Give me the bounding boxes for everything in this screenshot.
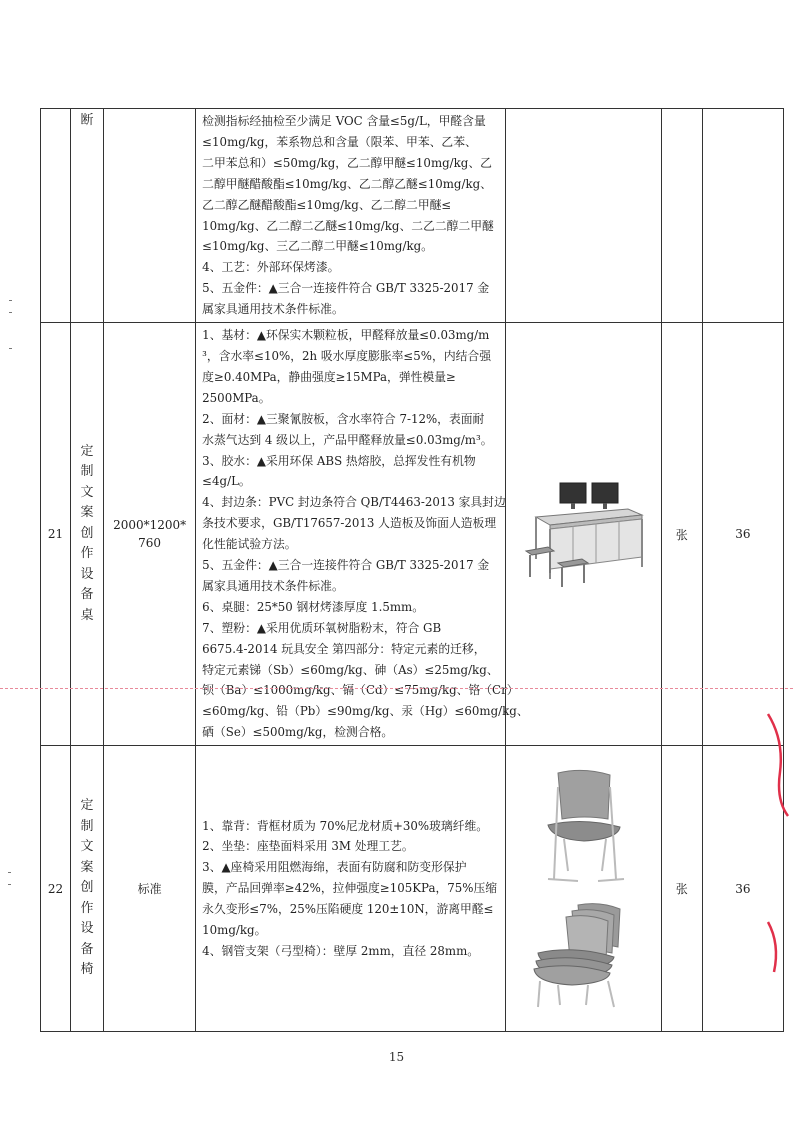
- description-line: 条技术要求，GB/T17657-2013 人造板及饰面人造板理: [202, 516, 497, 531]
- margin-mark: [8, 884, 11, 885]
- item-description: [196, 109, 505, 323]
- description-line: 化性能试验方法。: [202, 537, 297, 552]
- item-name-char: 案: [80, 859, 94, 875]
- description-line: 3、胶水：▲采用环保 ABS 热熔胶，总挥发性有机物: [202, 453, 476, 468]
- table-row: [41, 323, 784, 746]
- description-line: 钡（Ba）≤1000mg/kg、镉（Cd）≤75mg/kg、铬（Cr）: [202, 683, 519, 698]
- size-line: 760: [138, 536, 162, 551]
- item-name-char: 定: [80, 798, 94, 814]
- description-line: ≤10mg/kg，苯系物总和含量（限苯、甲苯、乙苯、: [202, 134, 477, 149]
- description-line: 2、面材：▲三聚氰胺板，含水率符合 7-12%，表面耐: [202, 411, 485, 426]
- description-line: 6675.4-2014 玩具安全 第四部分：特定元素的迁移，: [202, 641, 486, 656]
- margin-mark: [9, 312, 12, 313]
- size-line: 2000*1200*: [113, 518, 187, 533]
- description-line: 6、桌腿：25*50 钢材烤漆厚度 1.5mm。: [202, 599, 424, 614]
- description-line: 二甲苯总和）≤50mg/kg，乙二醇甲醚≤10mg/kg、乙: [202, 155, 492, 170]
- item-name-char: 作: [80, 546, 94, 562]
- description-line: 乙二醇乙醚醋酸酯≤10mg/kg、乙二醇二甲醚≤: [202, 197, 452, 212]
- item-name-char: 备: [80, 587, 94, 603]
- description-line: 10mg/kg。: [202, 923, 267, 938]
- description-line: 10mg/kg、乙二醇二乙醚≤10mg/kg、二乙二醇二甲醚: [202, 218, 494, 233]
- item-name-char: 定: [80, 443, 94, 459]
- description-line: ≤10mg/kg、三乙二醇二甲醚≤10mg/kg。: [202, 239, 433, 254]
- item-name-char: 断: [80, 113, 94, 128]
- description-line: 2500MPa。: [202, 390, 271, 405]
- row-number: [41, 109, 71, 323]
- item-name: [71, 323, 104, 746]
- description-line: 1、靠背：背框材质为 70%尼龙材质+30%玻璃纤维。: [202, 818, 489, 833]
- description-line: 属家具通用技术条件标准。: [202, 302, 344, 317]
- item-name-char: 椅: [80, 962, 94, 978]
- description-line: 4、工艺：外部环保烤漆。: [202, 260, 340, 275]
- stamp-fragment-lower: [760, 918, 793, 978]
- description-line: 2、坐垫：座垫面料采用 3M 处理工艺。: [202, 839, 414, 854]
- item-description: [196, 746, 505, 1032]
- red-dashed-line: [0, 688, 793, 689]
- description-line: 1、基材：▲环保实木颗粒板，甲醛释放量≤0.03mg/m: [202, 328, 490, 343]
- margin-mark: [9, 348, 12, 349]
- item-size: 标准: [104, 746, 196, 1032]
- item-image-cell: [505, 746, 661, 1032]
- item-name-char: 制: [80, 464, 94, 480]
- item-name-char: 桌: [80, 607, 94, 623]
- description-line: 膜，产品回弹率≥42%，拉伸强度≥105KPa，75%压缩: [202, 881, 498, 896]
- computer-desk-image: [518, 479, 648, 589]
- item-unit: [661, 109, 702, 323]
- description-line: ≤60mg/kg、铅（Pb）≤90mg/kg、汞（Hg）≤60mg/kg、: [202, 704, 529, 719]
- page-number: 15: [388, 1050, 405, 1064]
- item-image-cell: [505, 323, 661, 746]
- row-number: 21: [41, 323, 71, 746]
- description-line: 3、▲座椅采用阻燃海绵，表面有防腐和防变形保护: [202, 860, 467, 875]
- description-line: 4、封边条：PVC 封边条符合 QB/T4463-2013 家具封边: [202, 495, 506, 510]
- description-line: 5、五金件：▲三合一连接件符合 GB/T 3325-2017 金: [202, 558, 490, 573]
- description-line: 属家具通用技术条件标准。: [202, 578, 344, 593]
- chair-image: [528, 767, 638, 887]
- item-name-char: 作: [80, 900, 94, 916]
- description-line: 二醇甲醚醋酸酯≤10mg/kg、乙二醇乙醚≤10mg/kg、: [202, 176, 492, 191]
- item-name-char: 备: [80, 941, 94, 957]
- margin-mark: [9, 300, 12, 301]
- description-line: ≤4g/L。: [202, 474, 251, 489]
- description-line: ³，含水率≤10%，2h 吸水厚度膨胀率≤5%，内结合强: [202, 348, 492, 363]
- item-unit: 张: [661, 746, 702, 1032]
- item-name: [71, 109, 104, 323]
- item-qty: [702, 109, 783, 323]
- item-name-char: 创: [80, 525, 94, 541]
- description-line: 检测指标经抽检至少满足 VOC 含量≤5g/L，甲醛含量: [202, 114, 486, 128]
- description-line: 水蒸气达到 4 级以上，产品甲醛释放量≤0.03mg/m³。: [202, 432, 493, 447]
- item-qty: 36: [702, 746, 783, 1032]
- item-size: [104, 109, 196, 323]
- item-name-char: 案: [80, 505, 94, 521]
- row-number: 22: [41, 746, 71, 1032]
- item-name-char: 设: [80, 921, 94, 937]
- item-name-char: 制: [80, 818, 94, 834]
- stacked-chairs-image: [528, 901, 638, 1011]
- item-name-char: 设: [80, 566, 94, 582]
- table-row: [41, 746, 784, 1032]
- description-line: 5、五金件：▲三合一连接件符合 GB/T 3325-2017 金: [202, 281, 490, 296]
- margin-mark: [8, 872, 11, 873]
- description-line: 永久变形≤7%，25%压陷硬度 120±10N，游离甲醛≤: [202, 902, 494, 917]
- description-line: 度≥0.40MPa，静曲强度≥15MPa，弹性模量≥: [202, 369, 456, 384]
- stamp-fragment-upper: [762, 710, 793, 820]
- description-line: 特定元素锑（Sb）≤60mg/kg、砷（As）≤25mg/kg、: [202, 662, 499, 677]
- spec-table: [40, 108, 784, 1032]
- description-line: 7、塑粉：▲采用优质环氧树脂粉末，符合 GB: [202, 620, 442, 635]
- item-image-cell: [505, 109, 661, 323]
- table-row: [41, 109, 784, 323]
- item-name: [71, 746, 104, 1032]
- item-description: [196, 323, 529, 746]
- item-name-char: 文: [80, 839, 94, 855]
- item-unit: 张: [661, 323, 702, 746]
- description-line: 硒（Se）≤500mg/kg，检测合格。: [202, 725, 394, 740]
- item-qty: 36: [702, 323, 783, 746]
- item-name-char: 创: [80, 880, 94, 896]
- item-size: [104, 323, 196, 746]
- description-line: 4、钢管支架（弓型椅）：壁厚 2mm，直径 28mm。: [202, 943, 480, 958]
- item-name-char: 文: [80, 484, 94, 500]
